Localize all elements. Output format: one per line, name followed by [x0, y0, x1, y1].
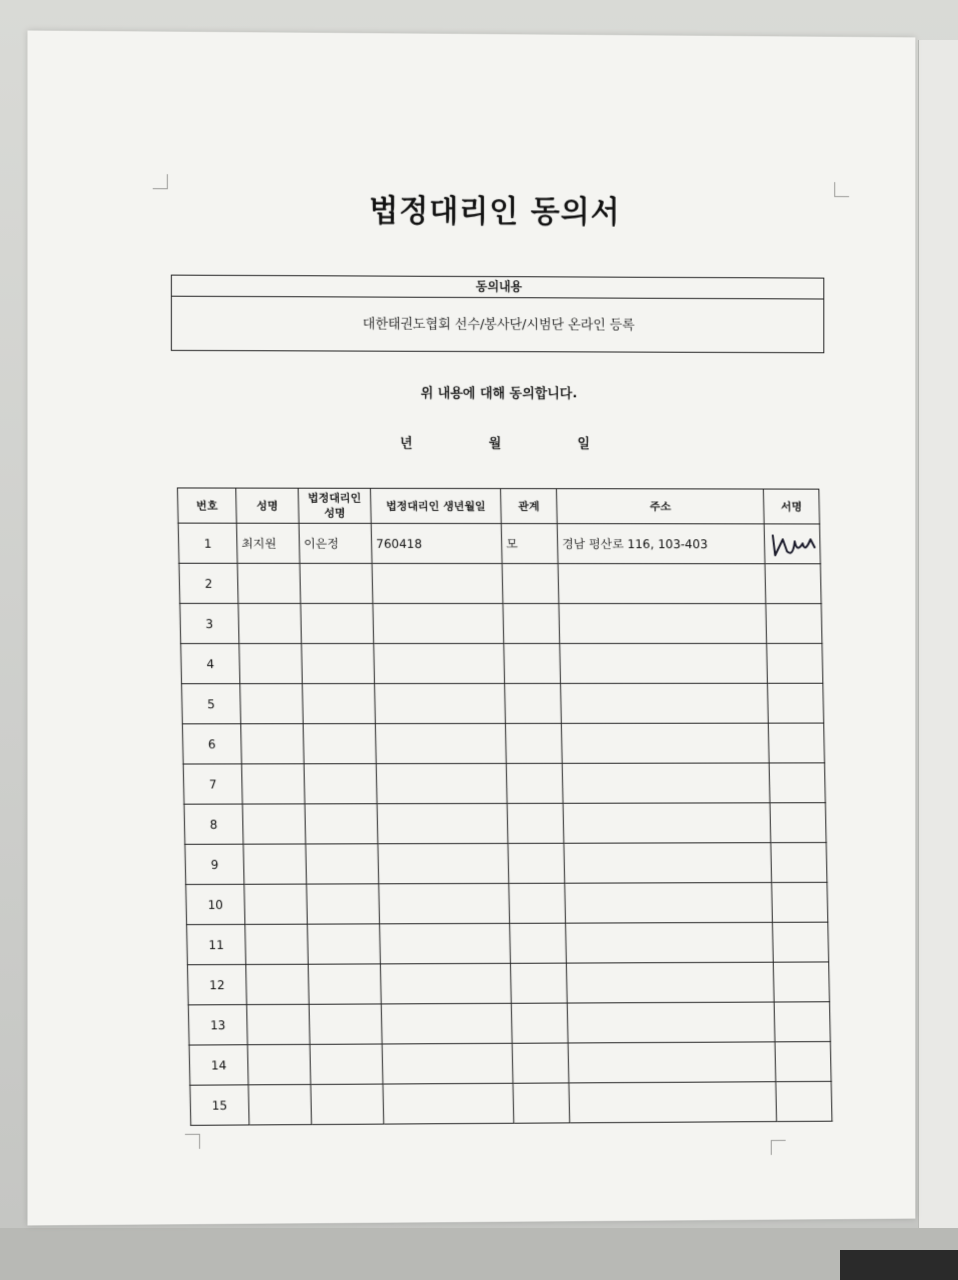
cell-signature [767, 683, 823, 723]
cell-guardian-name: 이은정 [299, 523, 372, 563]
bezel-dark-area [840, 1250, 958, 1280]
cell-relation [503, 604, 560, 644]
cell-relation [511, 1003, 568, 1043]
cell-number: 1 [178, 523, 237, 563]
cell-number: 9 [185, 844, 244, 884]
cell-name [246, 964, 309, 1004]
cell-address [566, 962, 774, 1003]
header-guardian-name: 법정대리인 성명 [298, 488, 371, 523]
cell-guardian-birth [374, 643, 505, 683]
cell-guardian-name [310, 1044, 383, 1084]
cell-guardian-birth [381, 1003, 512, 1044]
cell-address [562, 763, 770, 803]
cell-guardian-name [311, 1084, 384, 1125]
cell-number: 8 [184, 804, 243, 844]
margin-corner-top-left [153, 174, 168, 189]
cell-guardian-birth [376, 763, 507, 803]
guardian-table [177, 487, 833, 1125]
cell-guardian-name [306, 884, 379, 924]
cell-relation [512, 1043, 569, 1083]
cell-signature [776, 1081, 832, 1121]
table-row [182, 723, 824, 764]
cell-signature [774, 1002, 830, 1042]
margin-corner-top-right [834, 182, 849, 197]
cell-guardian-name [300, 563, 373, 603]
margin-corner-bottom-left [185, 1134, 200, 1149]
table-row [181, 643, 823, 683]
cell-guardian-name [309, 1004, 382, 1044]
cell-guardian-name [301, 644, 374, 684]
cell-relation: 모 [501, 524, 558, 564]
agree-statement: 위 내용에 대해 동의합니다. [420, 385, 578, 402]
cell-address [561, 723, 769, 763]
cell-signature [775, 1042, 831, 1082]
cell-number: 13 [188, 1005, 247, 1045]
header-signature: 서명 [763, 489, 819, 524]
cell-guardian-birth [380, 963, 511, 1004]
header-number: 번호 [177, 488, 236, 523]
cell-signature [769, 763, 825, 803]
date-day-label: 일 [577, 436, 590, 452]
cell-signature [766, 604, 822, 644]
table-row [183, 763, 825, 804]
cell-signature [770, 803, 826, 843]
cell-name: 최지원 [237, 523, 300, 563]
cell-address [568, 1042, 776, 1083]
cell-name [238, 603, 301, 643]
cell-relation [505, 683, 562, 723]
cell-address [560, 683, 768, 723]
date-month-label: 월 [488, 436, 502, 452]
cell-guardian-birth [382, 1043, 513, 1084]
cell-name [240, 684, 303, 724]
cell-guardian-name [307, 924, 380, 964]
cell-relation [504, 643, 561, 683]
cell-relation [510, 963, 567, 1003]
cell-signature [771, 843, 827, 883]
handwritten-signature [769, 529, 817, 559]
table-row [190, 1081, 832, 1125]
monitor-bottom-bezel [0, 1228, 958, 1280]
cell-number: 7 [183, 764, 242, 804]
document-page [28, 31, 916, 1226]
cell-signature [767, 643, 823, 683]
cell-relation [507, 803, 564, 843]
cell-number: 5 [182, 684, 241, 724]
cell-relation [506, 763, 563, 803]
cell-number: 12 [187, 965, 246, 1005]
cell-address [567, 1002, 775, 1043]
cell-relation [508, 843, 565, 883]
date-year-label: 년 [399, 435, 413, 451]
table-row [186, 882, 828, 924]
cell-name [248, 1044, 311, 1084]
cell-name [247, 1004, 310, 1044]
cell-relation [505, 723, 562, 763]
cell-address [565, 883, 773, 924]
cell-number: 11 [187, 924, 246, 964]
cell-guardian-name [304, 764, 377, 804]
cell-relation [502, 564, 559, 604]
cell-guardian-birth [377, 803, 508, 843]
cell-guardian-name [303, 724, 376, 764]
cell-guardian-birth [378, 843, 509, 883]
cell-address [560, 643, 768, 683]
margin-corner-bottom-right [771, 1140, 786, 1155]
table-row [179, 563, 821, 603]
cell-number: 15 [190, 1085, 249, 1125]
cell-relation [510, 923, 567, 963]
cell-name [244, 884, 307, 924]
cell-guardian-name [306, 844, 379, 884]
cell-number: 4 [181, 644, 240, 684]
cell-name [237, 563, 300, 603]
table-row [180, 603, 822, 643]
cell-guardian-name [305, 804, 378, 844]
cell-guardian-name [301, 603, 374, 643]
date-line [400, 432, 590, 451]
cell-address [569, 1082, 777, 1123]
cell-address [564, 843, 772, 884]
cell-guardian-birth [373, 603, 504, 643]
table-row [187, 922, 829, 965]
header-address: 주소 [556, 489, 764, 524]
table-row [178, 523, 820, 564]
consent-content: 대한태권도협회 선수/봉사단/시범단 온라인 등록 [362, 316, 635, 333]
cell-signature [772, 882, 828, 922]
cell-address [565, 922, 773, 963]
cell-guardian-birth [379, 883, 510, 923]
cell-number: 14 [189, 1045, 248, 1085]
cell-address [563, 803, 771, 843]
header-relation: 관계 [500, 489, 557, 524]
cell-guardian-birth: 760418 [371, 523, 502, 563]
cell-guardian-birth [380, 923, 511, 964]
adjacent-page-edge [918, 40, 958, 1240]
cell-relation [509, 883, 566, 923]
cell-name [239, 644, 302, 684]
cell-guardian-birth [383, 1083, 514, 1124]
cell-name [248, 1084, 311, 1124]
cell-signature [772, 922, 828, 962]
cell-number: 3 [180, 603, 239, 643]
cell-name [241, 724, 304, 764]
cell-name [242, 804, 305, 844]
cell-number: 10 [186, 884, 245, 924]
cell-guardian-birth [372, 563, 503, 603]
cell-address [558, 564, 766, 604]
consent-box [171, 275, 824, 354]
cell-guardian-name [302, 684, 375, 724]
cell-address: 경남 평산로 116, 103-403 [557, 524, 765, 564]
table-row [187, 962, 829, 1005]
cell-signature [764, 524, 820, 564]
table-row [184, 803, 826, 845]
table-row [189, 1042, 831, 1086]
table-header-row [177, 488, 819, 524]
table-row [188, 1002, 830, 1045]
cell-signature [768, 723, 824, 763]
cell-signature [765, 564, 821, 604]
cell-address [559, 604, 767, 644]
cell-signature [773, 962, 829, 1002]
header-guardian-birth: 법정대리인 생년월일 [370, 488, 501, 523]
cell-number: 6 [182, 724, 241, 764]
cell-name [242, 764, 305, 804]
table-row [182, 683, 824, 724]
cell-number: 2 [179, 563, 238, 603]
cell-name [243, 844, 306, 884]
table-row [185, 843, 827, 885]
cell-guardian-birth [375, 723, 506, 763]
consent-header: 동의내용 [172, 276, 823, 300]
cell-guardian-birth [374, 683, 505, 723]
cell-guardian-name [308, 964, 381, 1004]
document-title: 법정대리인 동의서 [369, 193, 621, 230]
cell-relation [513, 1083, 570, 1123]
cell-name [245, 924, 308, 964]
header-name: 성명 [236, 488, 299, 523]
